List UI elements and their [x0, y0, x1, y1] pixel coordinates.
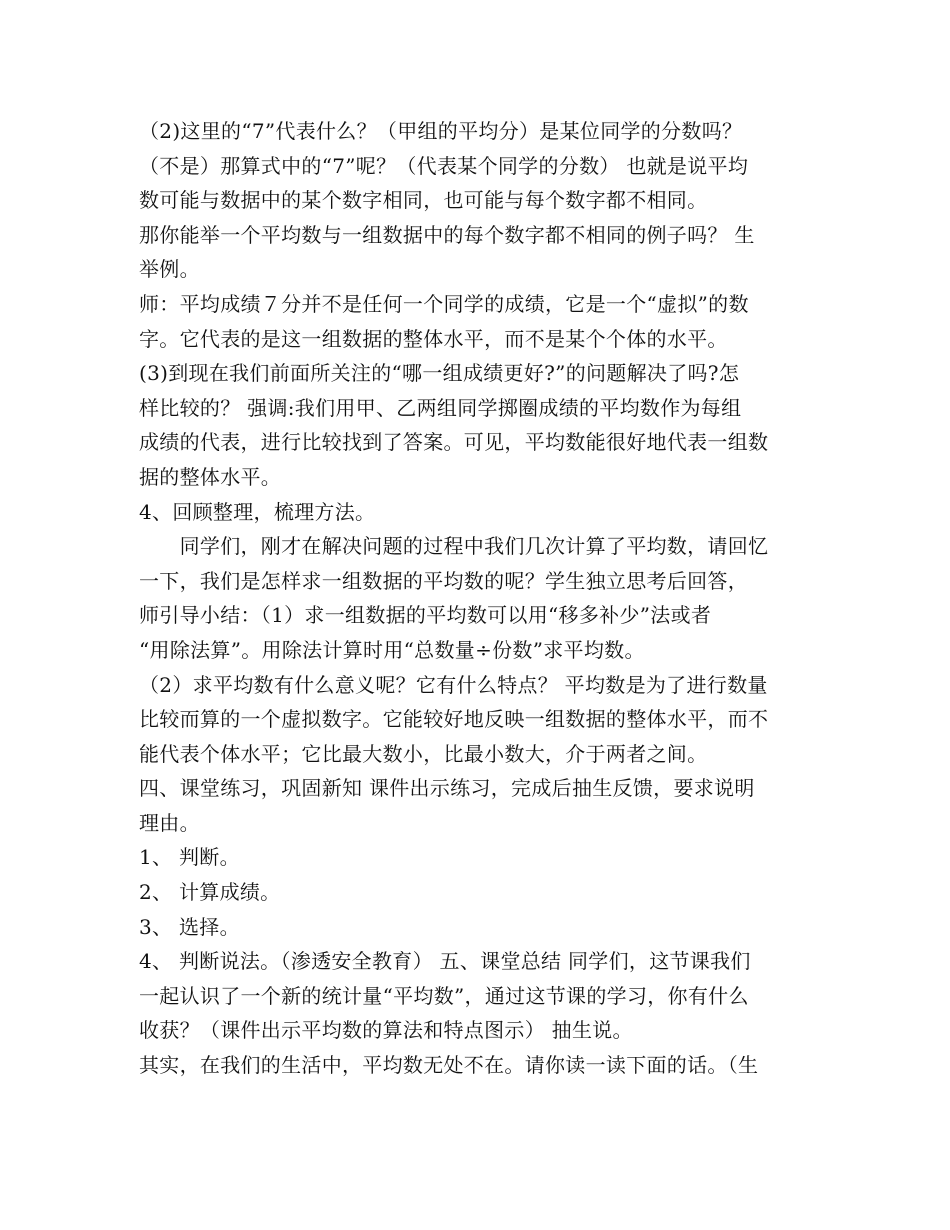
text-line: 能代表个体水平；它比最大数小，比最小数大，介于两者之间。: [139, 741, 708, 766]
text-line: （2）求平均数有什么意义呢？它有什么特点？ 平均数是为了进行数量: [139, 672, 768, 697]
text-line: 同学们，刚才在解决问题的过程中我们几次计算了平均数，请回忆: [139, 534, 769, 559]
list-item: 1、 判断。: [139, 845, 240, 870]
text-line: (3)到现在我们前面所关注的“哪一组成绩更好?”的问题解决了吗?怎: [139, 361, 740, 386]
text-line: 比较而算的一个虚拟数字。它能较好地反映一组数据的整体水平，而不: [139, 707, 769, 732]
text-line: （不是）那算式中的“7”呢？（代表某个同学的分数） 也就是说平均: [139, 153, 749, 178]
text-line: 一下，我们是怎样求一组数据的平均数的呢？学生独立思考后回答，: [139, 568, 748, 593]
section-heading: 4、回顾整理，梳理方法。: [139, 499, 376, 524]
text-line: 收获？（课件出示平均数的算法和特点图示） 抽生说。: [139, 1018, 633, 1043]
text-line: 理由。: [139, 810, 200, 835]
text-line: （2)这里的“7”代表什么？（甲组的平均分）是某位同学的分数吗？: [139, 119, 743, 143]
text-line: 师：平均成绩７分并不是任何一个同学的成绩，它是一个“虚拟”的数: [139, 291, 749, 316]
section-heading: 四、课堂练习，巩固新知 课件出示练习，完成后抽生反馈，要求说明: [139, 776, 755, 801]
list-item: 4、 判断说法。（渗透安全教育） 五、课堂总结 同学们，这节课我们: [139, 949, 751, 974]
text-line: 成绩的代表，进行比较找到了答案。可见，平均数能很好地代表一组数: [139, 430, 769, 455]
document-body: [139, 114, 815, 1083]
list-item: 2、 计算成绩。: [139, 880, 281, 905]
text-line: 那你能举一个平均数与一组数据中的每个数字都不相同的例子吗？ 生: [139, 222, 755, 247]
text-line: 师引导小结：（1）求一组数据的平均数可以用“移多补少”法或者: [139, 603, 712, 628]
text-line: 据的整体水平。: [139, 464, 282, 489]
text-line: 数可能与数据中的某个数字相同，也可能与每个数字都不相同。: [139, 188, 708, 213]
text-line: 一起认识了一个新的统计量“平均数”，通过这节课的学习，你有什么: [139, 983, 749, 1008]
text-line: “用除法算”。用除法计算时用“总数量÷份数”求平均数。: [139, 637, 645, 662]
list-item: 3、 选择。: [139, 914, 240, 939]
text-line: 举例。: [139, 257, 200, 282]
text-line: 样比较的？ 强调:我们用甲、乙两组同学掷圈成绩的平均数作为每组: [139, 395, 742, 420]
text-line: 字。它代表的是这一组数据的整体水平，而不是某个个体的水平。: [139, 326, 728, 351]
text-line: 其实，在我们的生活中，平均数无处不在。请你读一读下面的话。（生: [139, 1053, 759, 1078]
